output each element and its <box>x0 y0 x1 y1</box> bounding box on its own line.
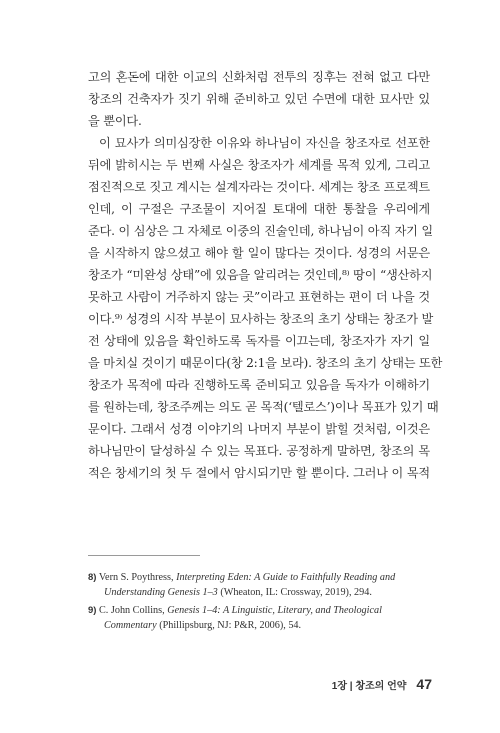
footnote-title-cont: Understanding Genesis 1–3 <box>104 587 218 598</box>
footnote-author: Vern S. Poythress, <box>98 572 174 583</box>
body-line-14: 을 마치실 것이기 때문이다(창 2:1을 보라). 창조의 초기 상태는 또한 <box>88 356 443 370</box>
body-text <box>88 66 443 484</box>
footnote-number: 8) <box>88 572 97 583</box>
footnote-8 <box>88 570 434 600</box>
page-footer <box>332 676 432 692</box>
footnote-title: Genesis 1–4: A Linguistic, Literary, and Theological <box>167 605 382 616</box>
body-line-16: 를 원하는데, 창조주께는 의도 곧 목적(‘텔로스’)이나 목표가 있기 때 <box>88 400 439 414</box>
body-line-13: 전 상태에 있음을 확인하도록 독자를 이끄는데, 창조자가 자기 일 <box>88 334 430 348</box>
body-line-15: 창조가 목적에 따라 진행하도록 준비되고 있음을 독자가 이해하기 <box>88 378 430 392</box>
footnote-title: Interpreting Eden: A Guide to Faithfully Reading and <box>176 572 396 583</box>
footnote-title-cont: Commentary <box>104 620 157 631</box>
body-line-5: 뒤에 밝히시는 두 번째 사실은 창조자가 세계를 목적 있게, 그리고 <box>88 158 430 172</box>
page-number: 47 <box>416 676 432 692</box>
footnote-separator <box>88 555 200 556</box>
body-line-12: 이다.⁹⁾ 성경의 시작 부분이 묘사하는 창조의 초기 상태는 창조가 발 <box>88 312 434 326</box>
body-line-18: 하나님만이 달성하실 수 있는 목표다. 공정하게 말하면, 창조의 목 <box>88 444 430 458</box>
body-line-10: 창조가 “미완성 상태”에 있음을 알리려는 것인데,⁸⁾ 땅이 “생산하지 <box>88 268 433 282</box>
body-line-8: 준다. 이 심상은 그 자체로 이중의 진술인데, 하나님이 아직 자기 일 <box>88 224 433 238</box>
footnote-publication: (Wheaton, IL: Crossway, 2019), 294. <box>220 587 372 598</box>
footnote-9 <box>88 603 434 633</box>
body-line-9: 을 시작하지 않으셨고 해야 할 일이 많다는 것이다. 성경의 서문은 <box>88 246 430 260</box>
chapter-label: 1장 | 창조의 언약 <box>331 681 407 692</box>
footnote-number: 9) <box>88 605 97 616</box>
footnotes <box>88 570 434 636</box>
footnote-publication: (Phillipsburg, NJ: P&R, 2006), 54. <box>159 620 302 631</box>
body-line-7: 인데, 이 구절은 구조물이 지어질 토대에 대한 통찰을 우리에게 <box>88 202 430 216</box>
body-line-3: 을 뿐이다. <box>88 114 142 128</box>
body-line-11: 못하고 사람이 거주하지 않는 곳”이라고 표현하는 편이 더 나을 것 <box>88 290 430 304</box>
body-line-19: 적은 창세기의 첫 두 절에서 암시되기만 할 뿐이다. 그러나 이 목적 <box>88 466 430 480</box>
body-line-6: 점진적으로 짓고 계시는 설계자라는 것이다. 세계는 창조 프로젝트 <box>88 180 430 194</box>
footnote-author: C. John Collins, <box>99 605 165 616</box>
body-line-17: 문이다. 그래서 성경 이야기의 나머지 부분이 밝힐 것처럼, 이것은 <box>88 422 430 436</box>
body-line-1: 고의 혼돈에 대한 이교의 신화처럼 전투의 징후는 전혀 없고 다만 <box>88 70 430 84</box>
body-line-4: 이 묘사가 의미심장한 이유와 하나님이 자신을 창조자로 선포한 <box>99 136 430 150</box>
body-line-2: 창조의 건축자가 짓기 위해 준비하고 있던 수면에 대한 묘사만 있 <box>88 92 430 106</box>
